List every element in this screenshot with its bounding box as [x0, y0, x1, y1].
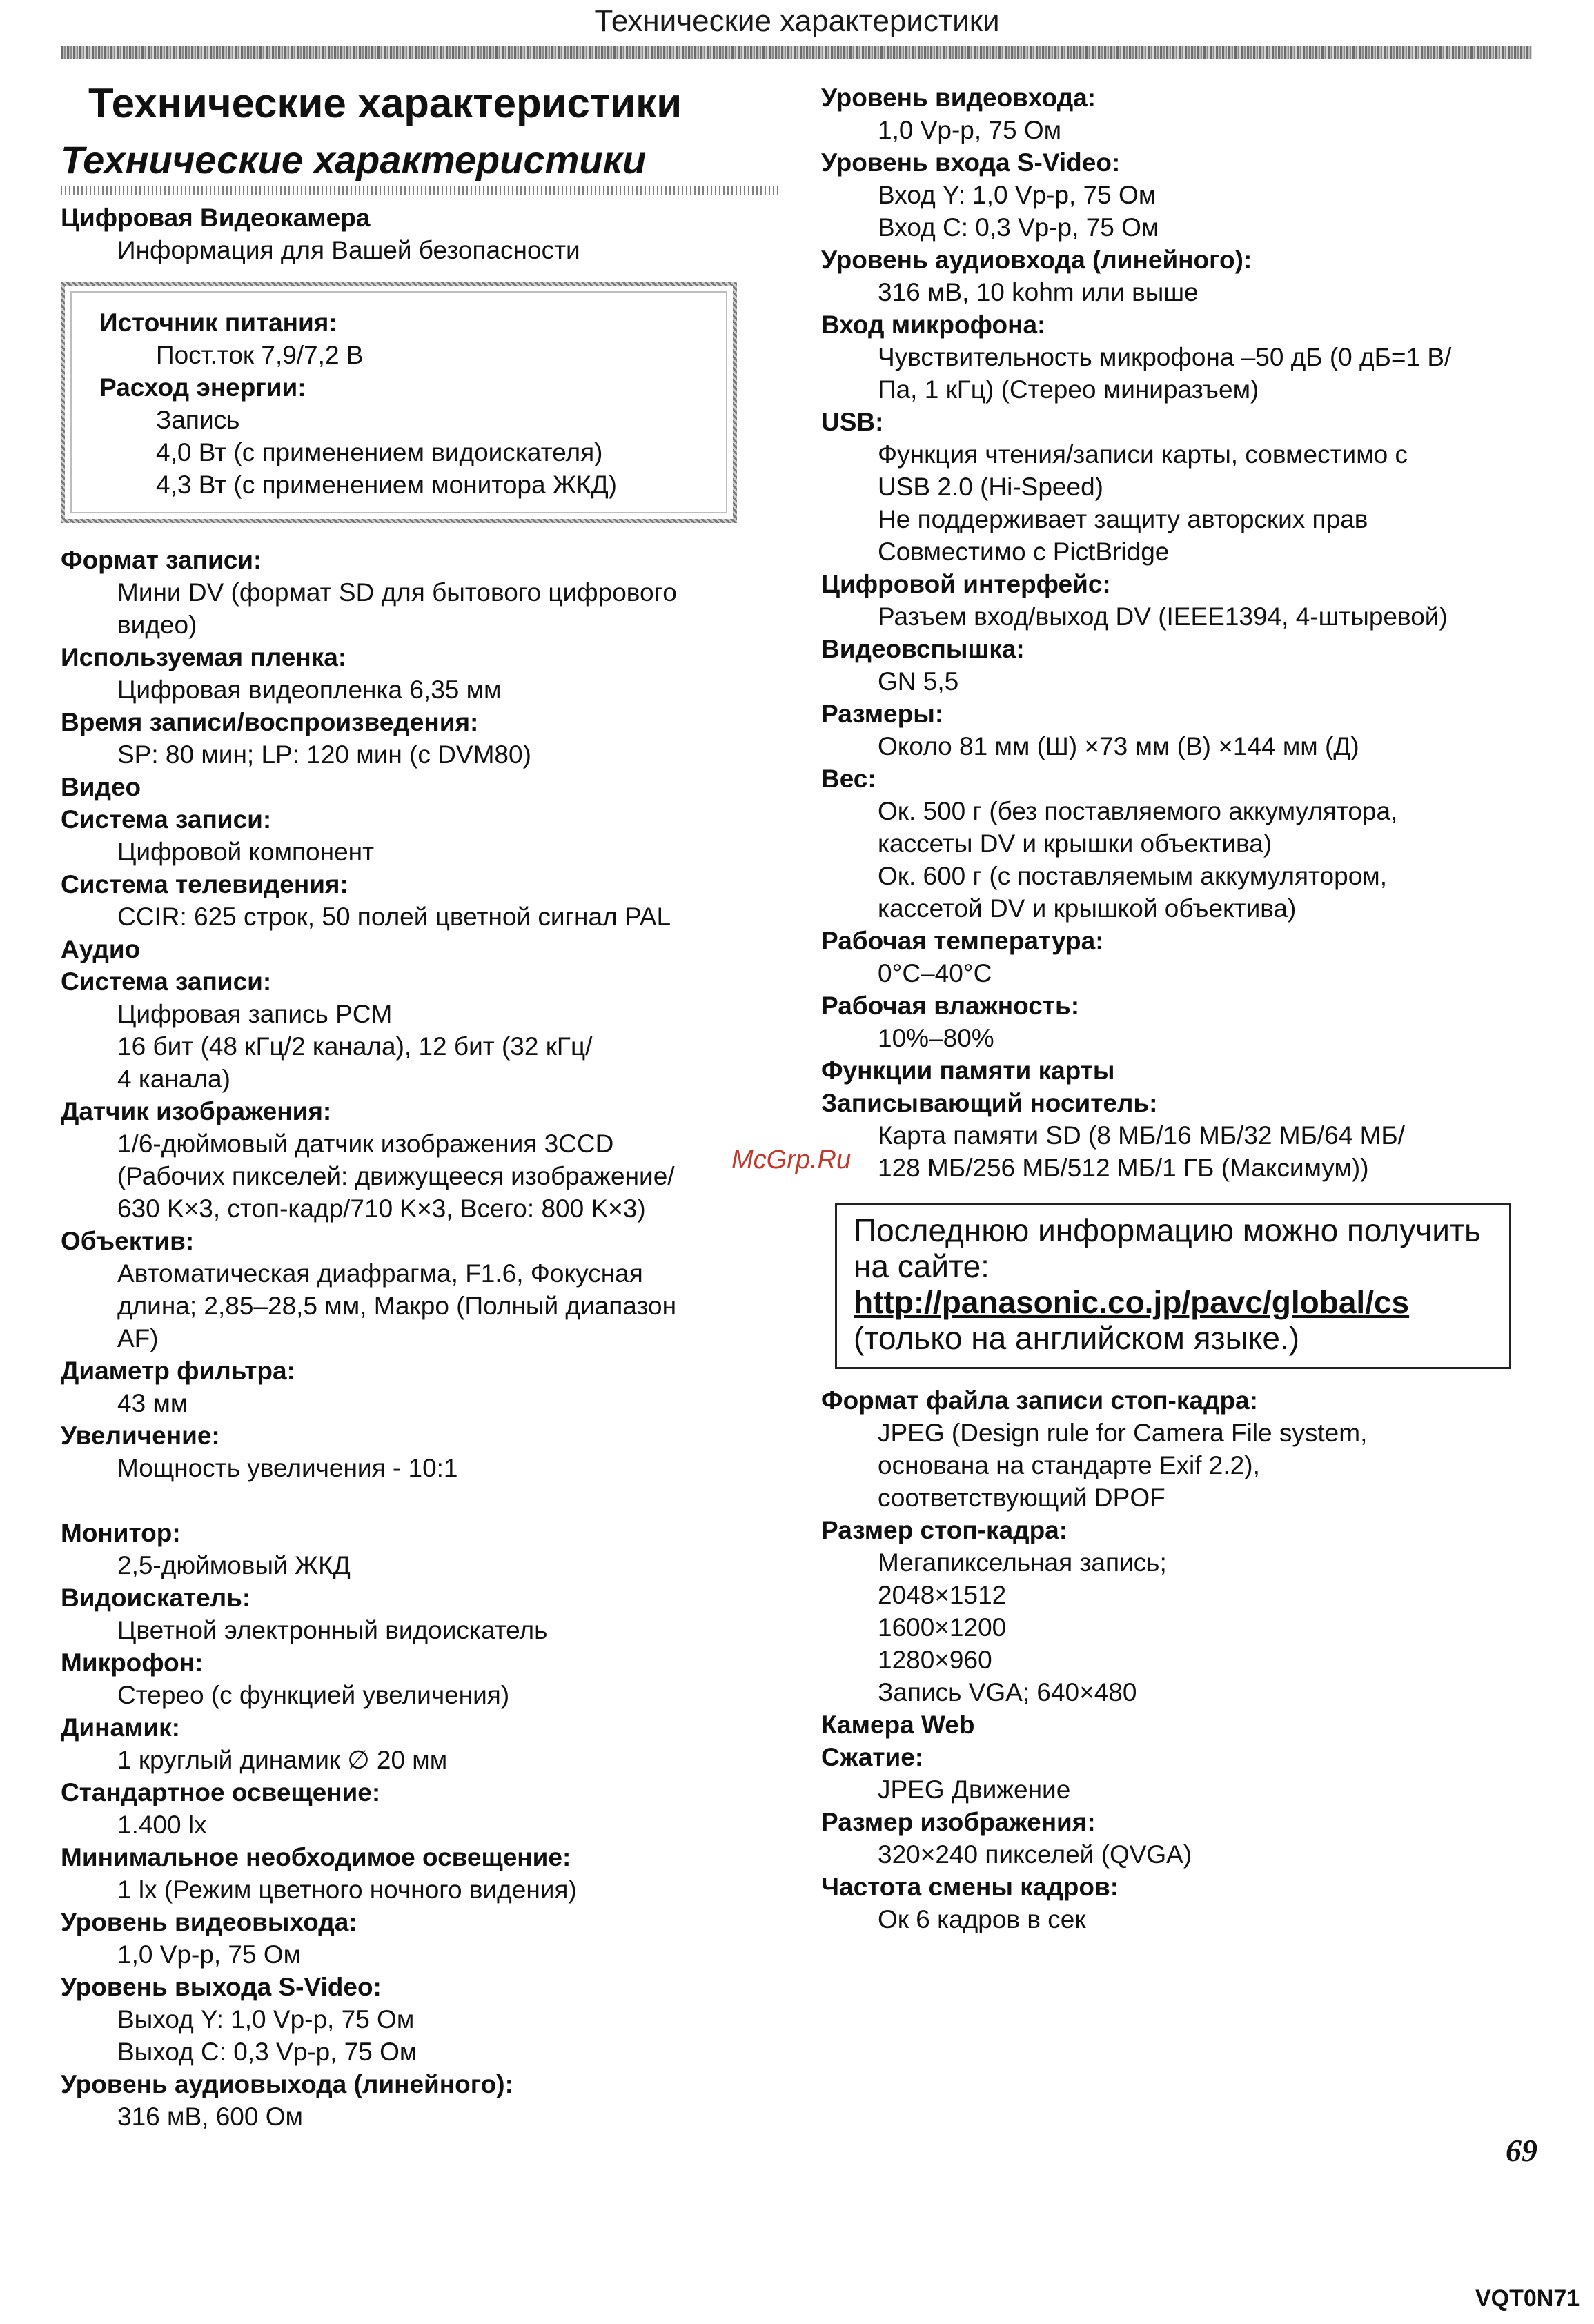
spec-value: 1,0 Vp-p, 75 Ом: [117, 1940, 302, 1969]
spec-value: Мегапиксельная запись;: [878, 1548, 1167, 1577]
spec-heading: Камера Web: [821, 1711, 975, 1739]
power-heading: Источник питания:: [99, 308, 337, 337]
spec-value: 1280×960: [878, 1646, 992, 1674]
spec-value: Стерео (с функцией увеличения): [117, 1681, 510, 1709]
spec-heading: Видеовспышка:: [821, 635, 1025, 663]
spec-heading: Аудио: [61, 935, 141, 963]
spec-value: 10%–80%: [878, 1024, 994, 1052]
spec-heading: Формат записи:: [61, 546, 262, 574]
spec-value: Чувствительность микрофона –50 дБ (0 дБ=1 В/: [878, 343, 1452, 371]
info-line: (только на английском языке.): [854, 1320, 1300, 1356]
info-line: на сайте:: [854, 1248, 990, 1284]
spec-heading: Датчик изображения:: [61, 1097, 332, 1125]
spec-heading: Частота смены кадров:: [821, 1873, 1119, 1901]
running-header: Технические характеристики: [594, 4, 1000, 38]
safety-box: [61, 282, 737, 523]
spec-heading: Функции памяти карты: [821, 1056, 1115, 1085]
section-title: Технические характеристики: [61, 138, 647, 181]
spec-heading: Система записи:: [61, 805, 272, 834]
spec-heading: Формат файла записи стоп-кадра:: [821, 1386, 1258, 1415]
spec-value: Разъем вход/выход DV (IEEE1394, 4-штыревой): [878, 602, 1448, 631]
spec-value: CCIR: 625 строк, 50 полей цветной сигнал PAL: [117, 903, 671, 931]
spec-heading: Размер стоп-кадра:: [821, 1516, 1068, 1544]
spec-value: Выход Y: 1,0 Vp-p, 75 Ом: [117, 2005, 415, 2034]
spec-heading: Записывающий носитель:: [821, 1089, 1158, 1117]
spec-value: 16 бит (48 кГц/2 канала), 12 бит (32 кГц/: [117, 1032, 593, 1061]
spec-value: Совместимо с PictBridge: [878, 538, 1170, 566]
spec-value: Па, 1 кГц) (Стерео миниразъем): [878, 375, 1259, 404]
spec-value: Вход C: 0,3 Vp-p, 75 Ом: [878, 213, 1159, 242]
spec-value: Ок 6 кадров в сек: [878, 1905, 1086, 1933]
spec-value: 128 МБ/256 МБ/512 МБ/1 ГБ (Максимум)): [878, 1154, 1369, 1182]
spec-heading: Сжатие:: [821, 1743, 924, 1771]
spec-value: Цветной электронный видоискатель: [117, 1616, 548, 1644]
spec-value: 1 lx (Режим цветного ночного видения): [117, 1875, 577, 1904]
spec-value: 1600×1200: [878, 1613, 1007, 1642]
consumption-line: 4,3 Вт (с применением монитора ЖКД): [156, 471, 617, 499]
spec-value: AF): [117, 1324, 159, 1352]
spec-heading: Используемая пленка:: [61, 643, 347, 671]
spec-heading: Динамик:: [61, 1713, 180, 1742]
spec-value: JPEG (Design rule for Camera File system,: [878, 1419, 1368, 1447]
spec-value: видео): [117, 611, 197, 639]
spec-value: Выход C: 0,3 Vp-p, 75 Ом: [117, 2038, 417, 2066]
consumption-line: Запись: [156, 406, 240, 434]
spec-heading: Уровень выхода S-Video:: [61, 1973, 382, 2001]
spec-value: 316 мВ, 10 kohm или выше: [878, 278, 1199, 306]
spec-heading: Размер изображения:: [821, 1808, 1096, 1836]
spec-heading: Цифровой интерфейс:: [821, 570, 1111, 598]
spec-value: 2048×1512: [878, 1581, 1007, 1609]
spec-value: 43 мм: [117, 1389, 188, 1417]
spec-value: Функция чтения/записи карты, совместимо с: [878, 440, 1408, 469]
watermark: McGrp.Ru: [731, 1145, 852, 1174]
spec-heading: Минимальное необходимое освещение:: [61, 1843, 571, 1871]
spec-value: Цифровой компонент: [117, 838, 375, 866]
spec-heading: Уровень видеовыхода:: [61, 1908, 357, 1936]
spec-heading: Диаметр фильтра:: [61, 1357, 295, 1385]
spec-heading: Видео: [61, 773, 141, 801]
spec-value: 320×240 пикселей (QVGA): [878, 1840, 1192, 1869]
spec-value: Автоматическая диафрагма, F1.6, Фокусная: [117, 1259, 643, 1288]
spec-value: 1,0 Vp-p, 75 Ом: [878, 116, 1062, 144]
page-title: Технические характеристики: [88, 80, 682, 126]
spec-value: Запись VGA; 640×480: [878, 1678, 1137, 1706]
spec-value: Мощность увеличения - 10:1: [117, 1454, 458, 1482]
spec-value: USB 2.0 (Hi-Speed): [878, 473, 1103, 501]
spec-heading: Микрофон:: [61, 1648, 204, 1677]
spec-value: кассеты DV и крышки объектива): [878, 829, 1272, 858]
spec-value: (Рабочих пикселей: движущееся изображение/: [117, 1162, 675, 1190]
header-rule: [61, 46, 1532, 59]
title-divider: [61, 186, 778, 195]
spec-value: 1.400 lx: [117, 1811, 207, 1839]
page-number: 69: [1506, 2133, 1537, 2168]
consumption-line: 4,0 Вт (с применением видоискателя): [156, 438, 603, 466]
spec-value: Ок. 600 г (с поставляемым аккумулятором,: [878, 862, 1387, 890]
spec-heading: Уровень аудиовхода (линейного):: [821, 246, 1252, 274]
left-column: [61, 77, 778, 2133]
spec-heading: Время записи/воспроизведения:: [61, 708, 479, 736]
info-box: [835, 1203, 1511, 1369]
spec-value: 1 круглый динамик ∅ 20 мм: [117, 1746, 448, 1774]
spec-heading: Увеличение:: [61, 1421, 220, 1450]
spec-value: GN 5,5: [878, 667, 959, 696]
spec-value: JPEG Движение: [878, 1775, 1071, 1804]
right-column: [821, 81, 1553, 1936]
spec-heading: Уровень аудиовыхода (линейного):: [61, 2070, 513, 2098]
spec-value: Не поддерживает защиту авторских прав: [878, 505, 1368, 533]
intro-line: Информация для Вашей безопасности: [117, 236, 580, 264]
spec-heading: Видоискатель:: [61, 1584, 251, 1612]
spec-heading: Объектив:: [61, 1227, 195, 1255]
spec-value: Цифровая запись PCM: [117, 1000, 393, 1028]
spec-value: основана на стандарте Exif 2.2),: [878, 1451, 1260, 1479]
right-spec-list-bottom: [821, 1384, 1553, 1936]
spacer: [61, 1484, 778, 1517]
right-spec-list-top: [821, 81, 1553, 1184]
spec-value: Карта памяти SD (8 МБ/16 МБ/32 МБ/64 МБ/: [878, 1121, 1405, 1150]
spec-value: Мини DV (формат SD для бытового цифрового: [117, 578, 677, 607]
spec-value: Около 81 мм (Ш) ×73 мм (В) ×144 мм (Д): [878, 732, 1359, 760]
spec-heading: Размеры:: [821, 700, 944, 728]
spec-heading: Рабочая влажность:: [821, 992, 1080, 1020]
info-line: Последнюю информацию можно получить: [854, 1212, 1481, 1248]
spec-heading: Система записи:: [61, 967, 272, 996]
spec-heading: Вход микрофона:: [821, 311, 1046, 339]
spec-heading: Монитор:: [61, 1519, 181, 1547]
spec-heading: Рабочая температура:: [821, 927, 1104, 955]
spec-heading: Уровень входа S-Video:: [821, 148, 1121, 177]
spec-value: 0°C–40°C: [878, 959, 992, 987]
spec-value: Цифровая видеопленка 6,35 мм: [117, 676, 502, 704]
info-link[interactable]: http://panasonic.co.jp/pavc/global/cs: [854, 1284, 1410, 1320]
spec-value: 316 мВ, 600 Ом: [117, 2103, 303, 2131]
spec-heading: USB:: [821, 408, 884, 436]
spec-value: Ок. 500 г (без поставляемого аккумулятора,: [878, 797, 1398, 825]
spec-value: соответствующий DPOF: [878, 1484, 1165, 1512]
spec-value: длина; 2,85–28,5 мм, Макро (Полный диапазон: [117, 1292, 677, 1320]
spec-heading: Система телевидения:: [61, 870, 348, 898]
spec-value: 2,5-дюймовый ЖКД: [117, 1551, 351, 1579]
spec-value: 1/6-дюймовый датчик изображения 3CCD: [117, 1130, 614, 1158]
left-spec-list: [61, 544, 778, 2133]
consumption-heading: Расход энергии:: [99, 373, 306, 402]
spec-heading: Стандартное освещение:: [61, 1778, 381, 1806]
document-code: VQT0N71: [1475, 2285, 1580, 2312]
intro-heading: Цифровая Видеокамера: [61, 204, 371, 232]
spec-value: Вход Y: 1,0 Vp-p, 75 Ом: [878, 181, 1157, 209]
spec-value: SP: 80 мин; LP: 120 мин (с DVM80): [117, 740, 531, 769]
spec-value: 4 канала): [117, 1065, 230, 1093]
spec-value: кассетой DV и крышкой объектива): [878, 894, 1297, 923]
power-value: Пост.ток 7,9/7,2 В: [156, 341, 364, 369]
spec-heading: Уровень видеовхода:: [821, 83, 1096, 112]
spec-value: 630 K×3, стоп-кадр/710 K×3, Всего: 800 K×3): [117, 1194, 646, 1223]
spec-heading: Вес:: [821, 765, 876, 793]
